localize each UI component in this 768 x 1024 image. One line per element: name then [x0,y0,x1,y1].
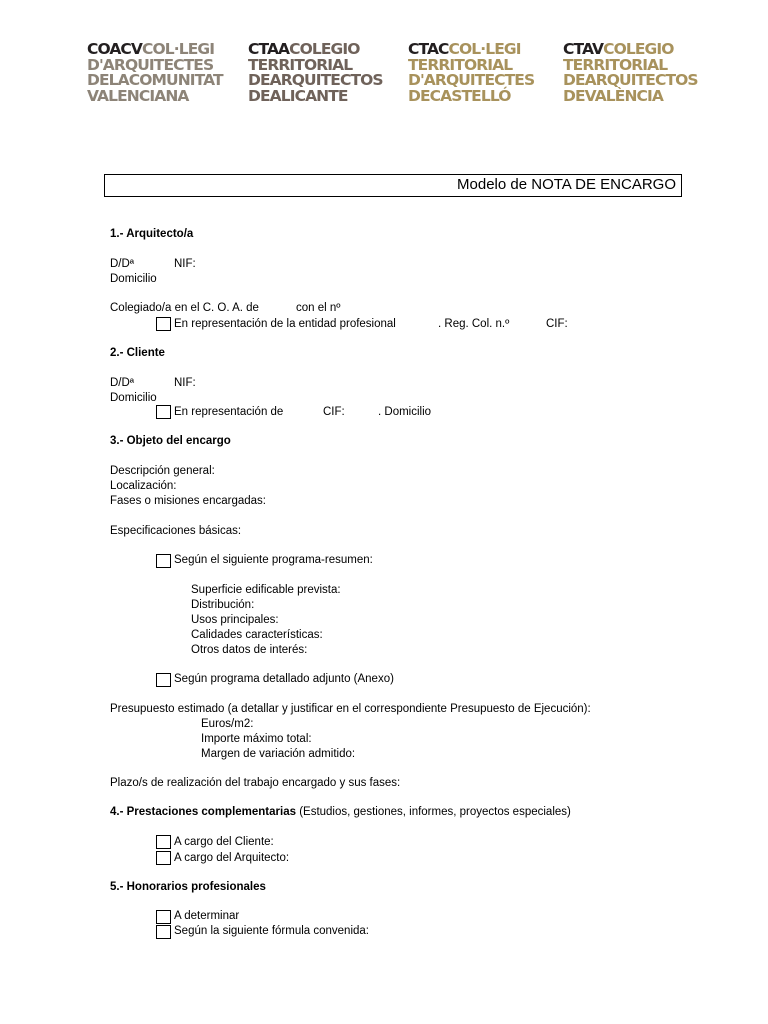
budget-label: Presupuesto estimado (a detallar y justificar en el correspondiente Presupuesto de Ejecución): [110,703,591,715]
section-2-heading: 2.- Cliente [110,347,165,359]
architect-number-label: con el nº [296,302,341,314]
section-3-heading: 3.- Objeto del encargo [110,435,231,447]
distribution-label: Distribución: [191,599,255,611]
main-uses-label: Usos principales: [191,614,279,626]
other-data-label: Otros datos de interés: [191,644,308,656]
logo-ctav-line: TERRITORIAL [563,55,668,74]
max-amount-label: Importe máximo total: [201,733,312,745]
logo-coacv-acronym: COACV [87,40,143,58]
architect-charge-checkbox[interactable] [156,851,171,865]
logo-ctaa-acronym: CTAA [248,40,290,58]
section-5-heading: 5.- Honorarios profesionales [110,881,266,893]
client-address-label: Domicilio [110,392,157,404]
architect-nif-label: NIF: [174,258,196,270]
logo-ctac-acronym: CTAC [408,40,449,58]
architect-entity-checkbox[interactable] [156,317,171,331]
logo-coacv-line: DELACOMUNITAT [87,71,223,89]
logo-coacv-word: COL·LEGI [142,40,215,58]
logos-header [0,42,768,112]
program-summary-label: Según el siguiente programa-resumen: [174,554,373,566]
logo-ctaa-line: DEARQUITECTOS [248,71,383,89]
attached-program-label: Según programa detallado adjunto (Anexo) [174,673,394,685]
variation-margin-label: Margen de variación admitido: [201,748,356,760]
logo-ctaa-line: TERRITORIAL [248,55,353,74]
logo-ctav-word: COLEGIO [603,40,674,58]
logo-ctac-line: DECASTELLÓ [408,86,511,105]
client-name-label: D/Dª [110,377,135,389]
client-cif-label: CIF: [323,406,345,418]
logo-ctav-acronym: CTAV [563,40,604,58]
document-title: Modelo de NOTA DE ENCARGO [457,176,676,193]
section-4-heading: 4.- Prestaciones complementarias [110,806,296,818]
architect-entity-label: En representación de la entidad profesional [174,318,396,330]
logo-ctav [563,42,698,104]
architect-address-label: Domicilio [110,273,157,285]
logo-coacv-line: VALENCIANA [87,86,189,105]
section-4-note: (Estudios, gestiones, informes, proyectos especiales) [296,806,571,818]
client-charge-checkbox[interactable] [156,835,171,849]
architect-name-row [110,257,196,271]
logo-coacv-line: D'ARQUITECTES [87,55,214,74]
logo-coacv [87,42,223,104]
euros-per-m2-label: Euros/m2: [201,718,254,730]
logo-ctac-line: D'ARQUITECTES [408,71,535,89]
location-label: Localización: [110,480,177,492]
fees-to-determine-checkbox[interactable] [156,910,171,924]
logo-ctac-line: TERRITORIAL [408,55,513,74]
phases-label: Fases o misiones encargadas: [110,495,266,507]
client-charge-label: A cargo del Cliente: [174,836,274,848]
logo-ctav-line: DEARQUITECTOS [563,71,698,89]
architect-name-label: D/Dª [110,258,135,270]
client-name-row [110,376,196,390]
specifications-label: Especificaciones básicas: [110,525,242,537]
qualities-label: Calidades características: [191,629,323,641]
logo-ctaa [248,42,383,104]
logo-ctav-line: DEVALÈNCIA [563,86,663,105]
client-entity-label: En representación de [174,406,284,418]
attached-program-checkbox[interactable] [156,673,171,687]
section-4-heading-row [110,805,571,819]
logo-ctaa-line: DEALICANTE [248,86,348,105]
fees-to-determine-label: A determinar [174,910,240,922]
architect-reg-label: . Reg. Col. n.º [438,318,510,330]
section-1-heading: 1.- Arquitecto/a [110,228,194,240]
buildable-area-label: Superficie edificable prevista: [191,584,341,596]
fees-formula-label: Según la siguiente fórmula convenida: [174,925,369,937]
logo-ctaa-word: COLEGIO [289,40,360,58]
fees-formula-checkbox[interactable] [156,925,171,939]
client-entity-address-label: . Domicilio [378,406,432,418]
architect-colegiado-label: Colegiado/a en el C. O. A. de [110,302,259,314]
program-summary-checkbox[interactable] [156,554,171,568]
deadline-label: Plazo/s de realización del trabajo encargado y sus fases: [110,777,401,789]
client-nif-label: NIF: [174,377,196,389]
document-title-box [104,174,682,197]
architect-colegiado-row [110,301,341,315]
description-label: Descripción general: [110,465,215,477]
client-entity-checkbox[interactable] [156,405,171,419]
logo-ctac [408,42,534,104]
architect-charge-label: A cargo del Arquitecto: [174,852,290,864]
architect-cif-label: CIF: [546,318,568,330]
logo-ctac-word: COL·LEGI [448,40,521,58]
